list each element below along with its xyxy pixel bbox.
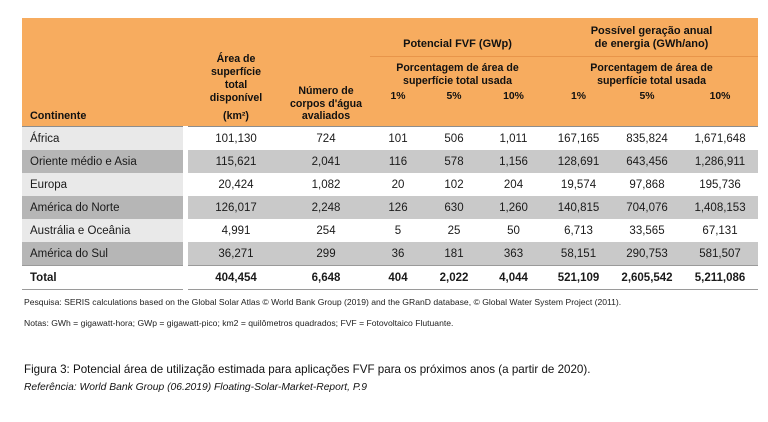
header-row-labels [22, 108, 758, 127]
cell-energy-10: 1,408,153 [682, 196, 758, 219]
cell-fvf-10: 204 [482, 173, 545, 196]
cell-energy-5: 704,076 [612, 196, 682, 219]
header-energy-line-2: de energia (GWh/ano) [594, 37, 709, 50]
cell-fvf-1: 5 [370, 219, 426, 242]
cell-fvf-5: 630 [426, 196, 482, 219]
cell-fvf-1: 20 [370, 173, 426, 196]
table-row [22, 173, 758, 196]
cell-fvf-1: 36 [370, 242, 426, 266]
cell-continent: Oriente médio e Asia [22, 150, 185, 173]
header-energy-pct-1: 1% [545, 89, 612, 107]
figure-container [22, 18, 748, 290]
cell-fvf-5: 181 [426, 242, 482, 266]
header-area-unit: (km²) [190, 108, 282, 127]
header-bodies-line-3: avaliados [301, 110, 351, 123]
table-header [22, 18, 758, 127]
cell-fvf-1: 116 [370, 150, 426, 173]
cell-continent: África [22, 127, 185, 151]
cell-energy-1: 19,574 [545, 173, 612, 196]
header-group-annual-energy [545, 18, 758, 56]
cell-fvf-5: 25 [426, 219, 482, 242]
header-spacer-continent [22, 18, 185, 108]
cell-fvf-1: 101 [370, 127, 426, 151]
cell-water-bodies: 2,041 [282, 150, 370, 173]
header-group-fvf-potential: Potencial FVF (GWp) [370, 18, 545, 56]
cell-fvf-5: 578 [426, 150, 482, 173]
cell-energy-1: 58,151 [545, 242, 612, 266]
note-source: Pesquisa: SERIS calculations based on the Global Solar Atlas © World Bank Group (2019) and the GRanD database, © Global Water System Project (2011). [24, 297, 622, 307]
cell-water-bodies: 254 [282, 219, 370, 242]
cell-area: 101,130 [190, 127, 282, 151]
cell-fvf-10: 1,011 [482, 127, 545, 151]
header-sub-pct-energy-line-1: Porcentagem de área de [590, 61, 713, 74]
cell-fvf-5: 506 [426, 127, 482, 151]
cell-energy-1: 6,713 [545, 219, 612, 242]
header-fvf-pct-1: 1% [370, 89, 426, 107]
header-sub-pct-fvf [370, 56, 545, 89]
header-area-line-4: disponível [209, 91, 263, 104]
cell-fvf-10: 363 [482, 242, 545, 266]
table-total-row [22, 266, 758, 290]
cell-fvf-10: 50 [482, 219, 545, 242]
note-abbreviations: Notas: GWh = gigawatt-hora; GWp = gigawatt-pico; km2 = quilômetros quadrados; FVF = Fotovoltaico Flutuante. [24, 318, 454, 329]
header-continent: Continente [22, 108, 185, 127]
cell-fvf-10: 1,156 [482, 150, 545, 173]
figure-caption [24, 362, 754, 393]
potential-fpv-table [22, 18, 758, 290]
caption-text: Figura 3: Potencial área de utilização estimada para aplicações FVF para os próximos anos (a partir de 2020). [24, 363, 591, 376]
header-sub-pct-energy-line-2: superfície total usada [597, 74, 706, 87]
header-area-line-3: total [224, 78, 248, 91]
header-energy-pct-10: 10% [682, 89, 758, 107]
cell-continent: Austrália e Oceânia [22, 219, 185, 242]
cell-water-bodies: 2,248 [282, 196, 370, 219]
cell-area: 126,017 [190, 196, 282, 219]
cell-energy-5: 643,456 [612, 150, 682, 173]
cell-energy-10: 1,671,648 [682, 127, 758, 151]
cell-energy-5: 835,824 [612, 127, 682, 151]
cell-energy-10: 67,131 [682, 219, 758, 242]
cell-energy-10: 581,507 [682, 242, 758, 266]
header-water-bodies [282, 18, 370, 127]
table-row [22, 150, 758, 173]
header-area-line-1: Área de [216, 52, 256, 65]
header-fvf-pct-10: 10% [482, 89, 545, 107]
caption-reference: Referência: World Bank Group (06.2019) Floating-Solar-Market-Report, P.9 [24, 382, 368, 394]
cell-area: 36,271 [190, 242, 282, 266]
header-sub-pct-fvf-line-1: Porcentagem de área de [396, 61, 519, 74]
header-fvf-pct-5: 5% [426, 89, 482, 107]
cell-total-fvf-5: 2,022 [426, 266, 482, 290]
cell-water-bodies: 1,082 [282, 173, 370, 196]
header-area-line-2: superfície [210, 65, 262, 78]
cell-total-water-bodies: 6,648 [282, 266, 370, 290]
cell-continent: América do Sul [22, 242, 185, 266]
cell-total-area: 404,454 [190, 266, 282, 290]
cell-energy-1: 128,691 [545, 150, 612, 173]
table-body [22, 127, 758, 290]
cell-energy-5: 33,565 [612, 219, 682, 242]
cell-water-bodies: 299 [282, 242, 370, 266]
cell-total-energy-1: 521,109 [545, 266, 612, 290]
cell-fvf-10: 1,260 [482, 196, 545, 219]
cell-energy-5: 290,753 [612, 242, 682, 266]
header-area-total [190, 18, 282, 108]
cell-area: 4,991 [190, 219, 282, 242]
cell-total-energy-10: 5,211,086 [682, 266, 758, 290]
header-energy-pct-5: 5% [612, 89, 682, 107]
cell-energy-1: 167,165 [545, 127, 612, 151]
cell-total-energy-5: 2,605,542 [612, 266, 682, 290]
cell-total-label: Total [22, 266, 185, 290]
table-row [22, 196, 758, 219]
header-energy-line-1: Possível geração anual [590, 25, 713, 37]
header-bodies-line-1: Número de [298, 84, 354, 97]
table-row [22, 127, 758, 151]
cell-energy-1: 140,815 [545, 196, 612, 219]
cell-fvf-1: 126 [370, 196, 426, 219]
header-bodies-line-2: corpos d'água [290, 97, 362, 110]
cell-continent: Europa [22, 173, 185, 196]
cell-continent: América do Norte [22, 196, 185, 219]
header-spacer-right [370, 108, 758, 127]
table-row [22, 242, 758, 266]
cell-area: 115,621 [190, 150, 282, 173]
cell-fvf-5: 102 [426, 173, 482, 196]
cell-energy-5: 97,868 [612, 173, 682, 196]
cell-energy-10: 1,286,911 [682, 150, 758, 173]
table-notes [24, 296, 750, 329]
cell-area: 20,424 [190, 173, 282, 196]
header-sub-pct-fvf-line-2: superfície total usada [403, 74, 512, 87]
cell-energy-10: 195,736 [682, 173, 758, 196]
cell-water-bodies: 724 [282, 127, 370, 151]
table-row [22, 219, 758, 242]
cell-total-fvf-1: 404 [370, 266, 426, 290]
cell-total-fvf-10: 4,044 [482, 266, 545, 290]
header-sub-pct-energy [545, 56, 758, 89]
header-row-groups [22, 18, 758, 56]
